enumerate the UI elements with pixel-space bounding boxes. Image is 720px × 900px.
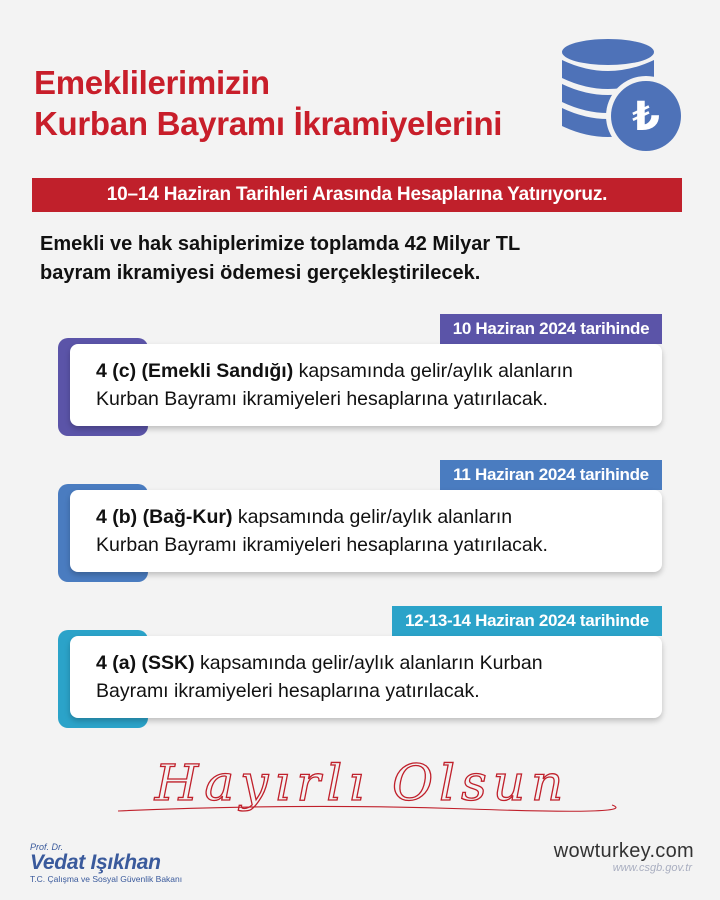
intro-line-1: Emekli ve hak sahiplerimize toplamda 42 Milyar TL xyxy=(40,233,521,255)
payment-desc-line-1: kapsamında gelir/aylık alanların Kurban xyxy=(194,652,543,674)
watermark: wowturkey.com xyxy=(553,840,694,862)
payment-date-tag: 12-13-14 Haziran 2024 tarihinde xyxy=(392,606,662,636)
minister-title: Prof. Dr. xyxy=(30,842,64,852)
lira-coin-stack-icon xyxy=(558,36,688,166)
payment-card xyxy=(70,490,662,572)
payment-desc-line-1: kapsamında gelir/aylık alanların xyxy=(232,506,513,528)
minister-role: T.C. Çalışma ve Sosyal Güvenlik Bakanı xyxy=(30,874,183,884)
signature-hayirli-olsun xyxy=(0,745,720,825)
payment-card xyxy=(70,636,662,718)
minister-signature xyxy=(30,842,182,885)
payment-card xyxy=(70,344,662,426)
payment-date-tag: 10 Haziran 2024 tarihinde xyxy=(440,314,662,344)
payment-date-tag: 11 Haziran 2024 tarihinde xyxy=(440,460,662,490)
lira-symbol: ₺ xyxy=(632,94,660,140)
minister-name: Vedat Işıkhan xyxy=(30,851,161,874)
title-line-1: Emeklilerimizin xyxy=(34,64,270,101)
payment-card-text xyxy=(96,357,573,413)
payment-scheme: 4 (a) (SSK) xyxy=(96,652,195,674)
signature-text: Hayırlı Olsun xyxy=(154,754,570,812)
payment-scheme: 4 (b) (Bağ-Kur) xyxy=(96,506,233,528)
website-url: www.csgb.gov.tr xyxy=(612,862,692,874)
payment-desc-line-2: Kurban Bayramı ikramiyeleri hesaplarına yatırılacak. xyxy=(96,534,548,556)
payment-card-text xyxy=(96,649,543,705)
intro-line-2: bayram ikramiyesi ödemesi gerçekleştirilecek. xyxy=(40,262,481,284)
intro-text xyxy=(40,230,680,288)
page-title xyxy=(34,62,502,144)
payment-desc-line-1: kapsamında gelir/aylık alanların xyxy=(293,360,573,382)
payment-scheme: 4 (c) (Emekli Sandığı) xyxy=(96,360,294,382)
payment-desc-line-2: Kurban Bayramı ikramiyeleri hesaplarına yatırılacak. xyxy=(96,388,548,410)
payment-card-text xyxy=(96,503,548,559)
title-line-2: Kurban Bayramı İkramiyelerini xyxy=(34,105,503,142)
payment-desc-line-2: Bayramı ikramiyeleri hesaplarına yatırılacak. xyxy=(96,680,480,702)
date-range-banner: 10–14 Haziran Tarihleri Arasında Hesaplarına Yatırıyoruz. xyxy=(32,178,682,212)
